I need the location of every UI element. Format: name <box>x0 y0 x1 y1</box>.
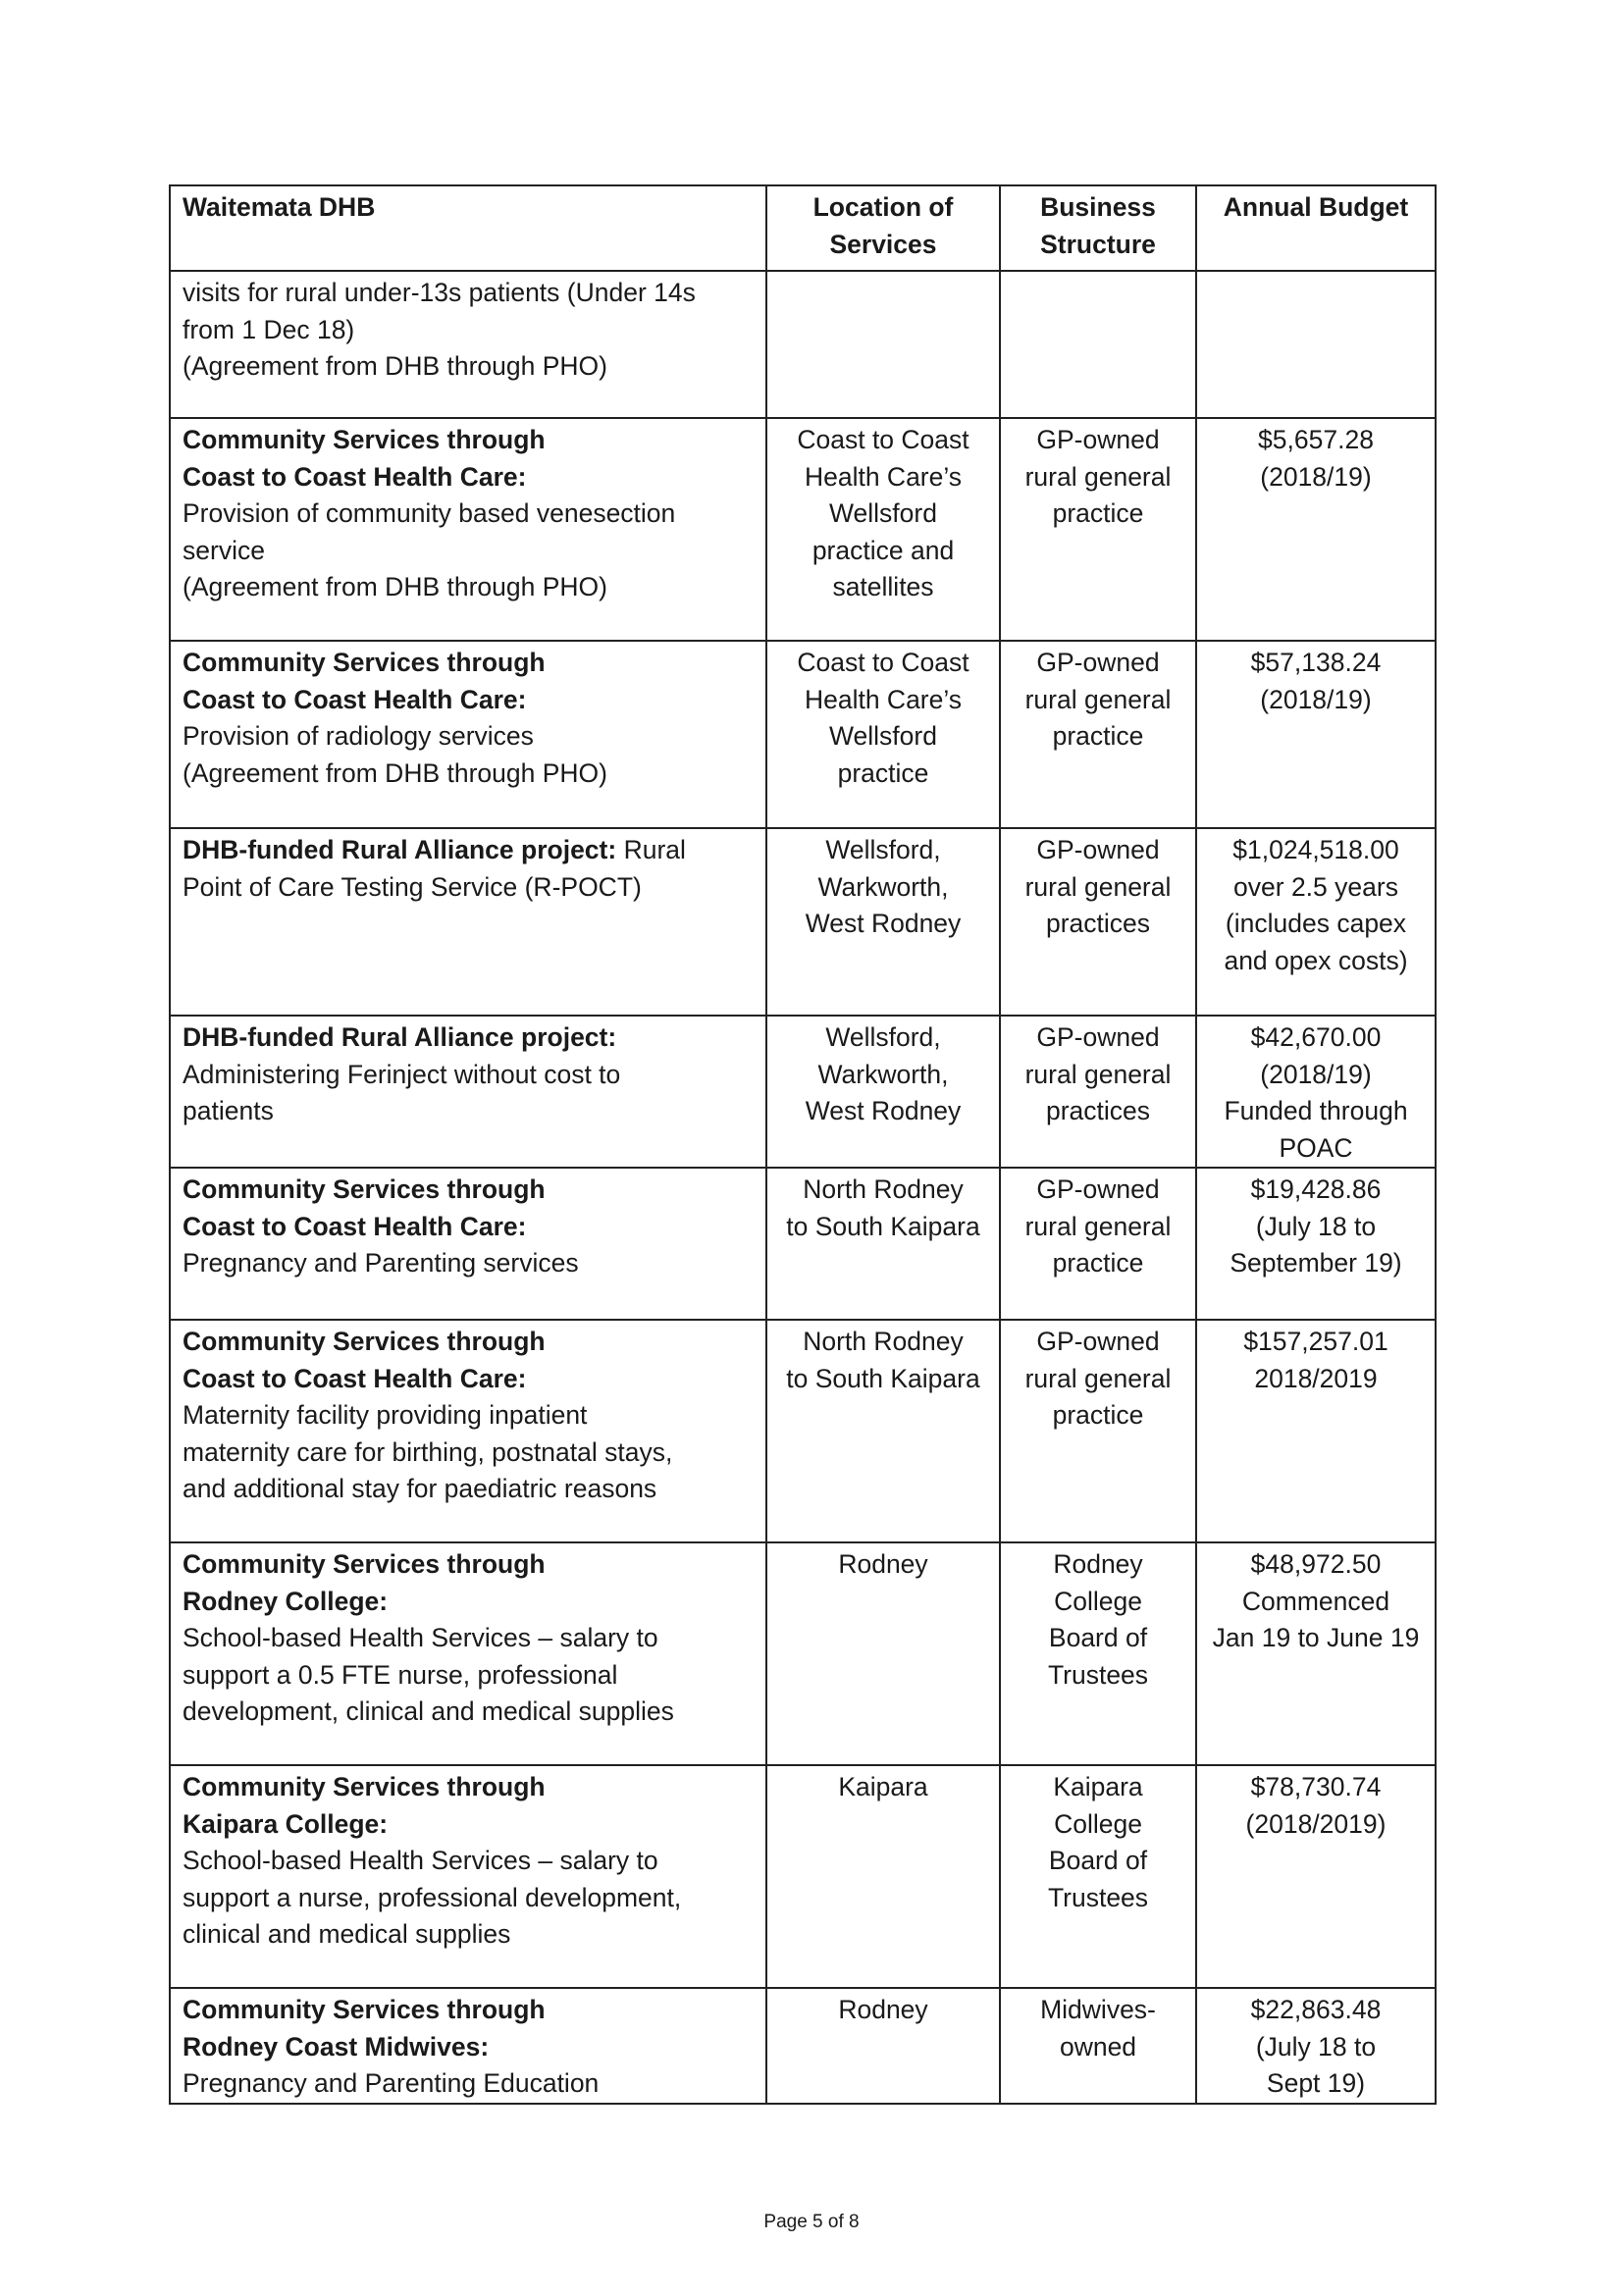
business-structure-line: practices <box>1045 909 1151 938</box>
annual-budget-line: $22,863.48 <box>1250 1995 1382 2024</box>
location-line: Health Care’s <box>804 461 963 492</box>
location-cell <box>766 1765 1000 1988</box>
annual-budget-cell <box>1196 418 1436 641</box>
location-line: Coast to Coast <box>797 425 969 454</box>
service-description-cell <box>170 1765 766 1988</box>
business-structure-cell <box>1000 1016 1196 1168</box>
service-text: Provision of community based venesection <box>183 498 676 528</box>
business-structure-line: Trustees <box>1047 1659 1149 1690</box>
service-title: Coast to Coast Health Care: <box>183 684 527 714</box>
annual-budget-cell <box>1196 1988 1436 2104</box>
business-structure-line: GP-owned <box>1036 1327 1160 1356</box>
service-text: Rural <box>616 835 686 864</box>
table-row <box>170 418 1436 641</box>
annual-budget-cell <box>1196 641 1436 828</box>
annual-budget-cell <box>1196 271 1436 418</box>
service-text: Pregnancy and Parenting Education <box>183 2068 600 2098</box>
service-title: Kaipara College: <box>183 1808 389 1839</box>
annual-budget-line: and opex costs) <box>1224 945 1408 975</box>
header-structure <box>1000 185 1196 271</box>
business-structure-line: GP-owned <box>1036 1174 1160 1204</box>
business-structure-line: practice <box>1052 721 1144 751</box>
service-text: (Agreement from DHB through PHO) <box>183 351 607 381</box>
annual-budget-line: $48,972.50 <box>1250 1549 1382 1579</box>
business-structure-line: practice <box>1052 1400 1144 1430</box>
service-title: Community Services through <box>183 1772 546 1801</box>
annual-budget-line: (2018/19) <box>1260 461 1372 492</box>
location-line: Warkworth, <box>817 871 949 902</box>
annual-budget-line: (July 18 to <box>1255 2031 1377 2061</box>
header-location <box>766 185 1000 271</box>
service-text: service <box>183 535 265 565</box>
service-description-cell <box>170 828 766 1016</box>
business-structure-line: Board of <box>1048 1623 1148 1652</box>
service-title: Community Services through <box>183 425 546 454</box>
annual-budget-line: $19,428.86 <box>1250 1174 1382 1204</box>
location-line: West Rodney <box>805 909 962 938</box>
location-line: West Rodney <box>805 1096 962 1125</box>
service-title: Coast to Coast Health Care: <box>183 1211 527 1241</box>
business-structure-line: rural general <box>1024 461 1172 492</box>
business-structure-cell <box>1000 418 1196 641</box>
table-row <box>170 1016 1436 1168</box>
service-text: Administering Ferinject without cost to <box>183 1059 621 1089</box>
business-structure-line: rural general <box>1024 871 1172 902</box>
business-structure-cell <box>1000 1542 1196 1765</box>
location-line: Warkworth, <box>817 1059 949 1089</box>
annual-budget-line: Jan 19 to June 19 <box>1212 1623 1420 1652</box>
service-text: (Agreement from DHB through PHO) <box>183 757 607 788</box>
annual-budget-line: over 2.5 years <box>1233 871 1398 902</box>
service-title: DHB-funded Rural Alliance project: <box>183 835 617 864</box>
location-line: to South Kaipara <box>786 1211 980 1241</box>
annual-budget-cell <box>1196 1765 1436 1988</box>
business-structure-cell <box>1000 828 1196 1016</box>
annual-budget-line: 2018/2019 <box>1254 1363 1378 1393</box>
table-row <box>170 641 1436 828</box>
business-structure-line: Board of <box>1048 1846 1148 1875</box>
service-text: Point of Care Testing Service (R-POCT) <box>183 871 642 902</box>
business-structure-line: practices <box>1045 1096 1151 1125</box>
service-description-cell <box>170 641 766 828</box>
location-cell <box>766 1988 1000 2104</box>
location-line: Wellsford, <box>825 835 941 864</box>
service-description-cell <box>170 1168 766 1320</box>
business-structure-line: rural general <box>1024 1363 1172 1393</box>
header-organisation: Waitemata DHB <box>170 185 766 271</box>
header-structure-line: Business <box>1040 192 1156 222</box>
annual-budget-line: Commenced <box>1241 1586 1390 1616</box>
service-text: clinical and medical supplies <box>183 1919 511 1949</box>
business-structure-line: GP-owned <box>1036 425 1160 454</box>
business-structure-line: Rodney <box>1053 1549 1143 1579</box>
service-title: DHB-funded Rural Alliance project: <box>183 1022 617 1052</box>
annual-budget-line: $5,657.28 <box>1258 425 1374 454</box>
service-text: School-based Health Services – salary to <box>183 1846 658 1875</box>
business-structure-cell <box>1000 1168 1196 1320</box>
service-text: from 1 Dec 18) <box>183 314 355 344</box>
annual-budget-line: $157,257.01 <box>1243 1327 1388 1356</box>
location-cell <box>766 828 1000 1016</box>
location-line: Coast to Coast <box>797 648 969 677</box>
service-text: and additional stay for paediatric reasons <box>183 1474 657 1503</box>
annual-budget-cell <box>1196 1168 1436 1320</box>
service-text: visits for rural under-13s patients (Under 14s <box>183 278 696 307</box>
header-budget: Annual Budget <box>1196 185 1436 271</box>
table-row <box>170 1320 1436 1542</box>
business-structure-cell <box>1000 1988 1196 2104</box>
annual-budget-cell <box>1196 1320 1436 1542</box>
annual-budget-line: $1,024,518.00 <box>1232 835 1399 864</box>
location-cell <box>766 1320 1000 1542</box>
service-title: Community Services through <box>183 1995 546 2024</box>
annual-budget-line: $57,138.24 <box>1250 648 1382 677</box>
business-structure-line: College <box>1054 1808 1142 1839</box>
business-structure-cell <box>1000 1765 1196 1988</box>
location-line: to South Kaipara <box>786 1363 980 1393</box>
location-line: Wellsford, <box>825 1022 941 1052</box>
business-structure-line: rural general <box>1024 1059 1172 1089</box>
table-row <box>170 271 1436 418</box>
services-budget-table <box>169 184 1437 2105</box>
location-line: Kaipara <box>838 1772 928 1801</box>
table-row <box>170 1988 1436 2104</box>
business-structure-line: rural general <box>1024 1211 1172 1241</box>
service-title: Community Services through <box>183 1174 546 1204</box>
annual-budget-line: (includes capex <box>1225 909 1407 938</box>
annual-budget-line: (2018/19) <box>1260 684 1372 714</box>
service-text: support a nurse, professional development, <box>183 1882 682 1912</box>
annual-budget-line: Sept 19) <box>1266 2068 1366 2098</box>
service-title: Rodney Coast Midwives: <box>183 2031 490 2061</box>
page-number: Page 5 of 8 <box>763 2212 860 2232</box>
annual-budget-line: POAC <box>1279 1132 1353 1163</box>
annual-budget-line: Funded through <box>1224 1096 1408 1125</box>
service-text: maternity care for birthing, postnatal stays, <box>183 1436 673 1467</box>
business-structure-line: rural general <box>1024 684 1172 714</box>
location-line: Wellsford <box>829 498 937 528</box>
service-text: support a 0.5 FTE nurse, professional <box>183 1659 618 1690</box>
annual-budget-line: $78,730.74 <box>1250 1772 1382 1801</box>
annual-budget-line: $42,670.00 <box>1250 1022 1382 1052</box>
location-line: satellites <box>832 572 934 601</box>
business-structure-cell <box>1000 1320 1196 1542</box>
location-line: Wellsford <box>829 721 937 751</box>
business-structure-line: GP-owned <box>1036 1022 1160 1052</box>
table-row <box>170 1542 1436 1765</box>
service-text: Provision of radiology services <box>183 721 534 751</box>
location-line: practice <box>837 757 929 788</box>
service-description-cell <box>170 1016 766 1168</box>
service-title: Community Services through <box>183 648 546 677</box>
service-description-cell <box>170 418 766 641</box>
location-line: Health Care’s <box>804 684 963 714</box>
table-header-row <box>170 185 1436 271</box>
location-cell <box>766 1016 1000 1168</box>
service-text: Maternity facility providing inpatient <box>183 1400 588 1430</box>
service-description-cell <box>170 1320 766 1542</box>
annual-budget-line: September 19) <box>1230 1248 1402 1278</box>
service-description-cell <box>170 1988 766 2104</box>
location-cell <box>766 418 1000 641</box>
location-cell <box>766 271 1000 418</box>
location-cell <box>766 1168 1000 1320</box>
location-line: Rodney <box>838 1995 928 2024</box>
annual-budget-line: (2018/2019) <box>1245 1808 1387 1839</box>
location-line: practice and <box>812 535 955 565</box>
service-title: Community Services through <box>183 1327 546 1356</box>
business-structure-line: GP-owned <box>1036 648 1160 677</box>
table-row <box>170 828 1436 1016</box>
business-structure-line: College <box>1054 1586 1142 1616</box>
business-structure-line: practice <box>1052 498 1144 528</box>
service-title: Rodney College: <box>183 1586 389 1616</box>
header-location-line: Services <box>829 229 937 259</box>
business-structure-line: practice <box>1052 1248 1144 1278</box>
location-line: Rodney <box>838 1549 928 1579</box>
location-cell <box>766 641 1000 828</box>
header-structure-line: Structure <box>1040 229 1156 259</box>
business-structure-line: GP-owned <box>1036 835 1160 864</box>
service-text: Pregnancy and Parenting services <box>183 1248 579 1278</box>
annual-budget-line: (2018/19) <box>1260 1059 1372 1089</box>
location-cell <box>766 1542 1000 1765</box>
business-structure-line: Trustees <box>1047 1882 1149 1912</box>
service-text: School-based Health Services – salary to <box>183 1623 658 1652</box>
business-structure-line: owned <box>1059 2031 1137 2061</box>
service-description-cell <box>170 1542 766 1765</box>
business-structure-cell <box>1000 271 1196 418</box>
location-line: North Rodney <box>803 1174 964 1204</box>
table-row <box>170 1765 1436 1988</box>
service-description-cell <box>170 271 766 418</box>
service-text: patients <box>183 1096 274 1125</box>
header-location-line: Location of <box>812 192 954 222</box>
service-line <box>183 832 754 869</box>
location-line: North Rodney <box>803 1327 964 1356</box>
annual-budget-cell <box>1196 1016 1436 1168</box>
business-structure-cell <box>1000 641 1196 828</box>
annual-budget-cell <box>1196 1542 1436 1765</box>
service-title: Community Services through <box>183 1549 546 1579</box>
service-title: Coast to Coast Health Care: <box>183 1363 527 1393</box>
annual-budget-cell <box>1196 828 1436 1016</box>
service-text: development, clinical and medical supplies <box>183 1696 674 1726</box>
business-structure-line: Midwives- <box>1040 1995 1156 2024</box>
annual-budget-line: (July 18 to <box>1255 1211 1377 1241</box>
service-title: Coast to Coast Health Care: <box>183 461 527 492</box>
table-row <box>170 1168 1436 1320</box>
business-structure-line: Kaipara <box>1053 1772 1143 1801</box>
service-text: (Agreement from DHB through PHO) <box>183 572 607 601</box>
